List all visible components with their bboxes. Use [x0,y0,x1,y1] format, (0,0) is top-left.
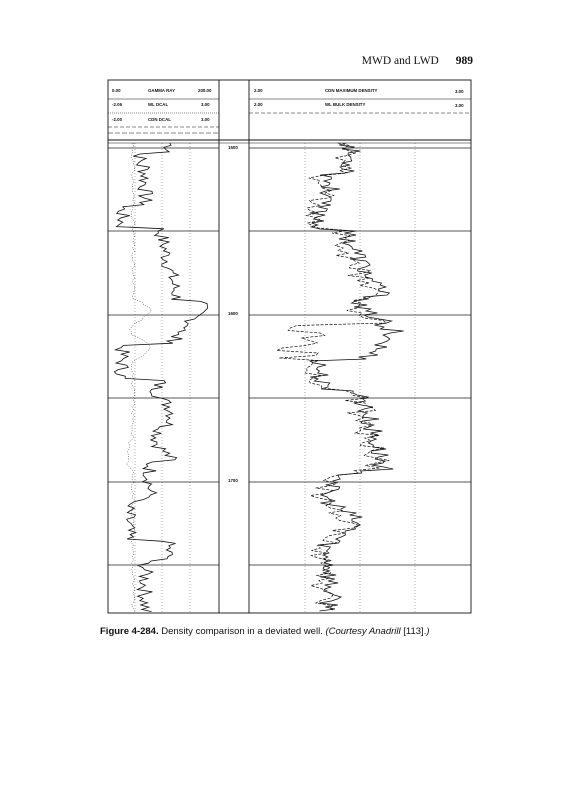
left-header-row-2-left: -2.00 [112,117,123,122]
left-header-row-0-name: GAMMA RAY [148,88,175,93]
right-header-row-0-left: 2.00 [254,88,263,93]
right-header-row-1-right: 3.00 [455,103,464,108]
left-header-row-2-name: CDN DCAL [148,117,171,122]
right-header-row-0-right: 3.00 [455,89,464,94]
caliper-curve [126,143,151,611]
caption-close: ) [426,626,430,637]
left-header-row-1-right: 3.00 [201,102,210,107]
right-header-row-1-left: 2.00 [254,102,263,107]
caption-credit: (Courtesy Anadrill [325,626,401,637]
gamma-ray-curve [114,143,207,612]
left-header-row-1-name: WL DCAL [148,102,169,107]
page-number: 989 [455,55,473,67]
depth-labels [228,145,238,483]
log-frame [108,80,471,613]
max-density-curve [277,143,390,611]
depth-label-1600: 1600 [228,311,238,316]
depth-label-1500: 1500 [228,145,238,150]
left-header-row-0-right: 200.00 [198,88,212,93]
left-header-row-2-right: 3.00 [201,117,210,122]
left-header-row-1-left: -2.06 [112,102,123,107]
right-track-header [249,88,471,113]
log-curves [114,143,403,612]
left-header-row-0-left: 0.00 [112,88,121,93]
running-title: MWD and LWD [361,55,439,67]
depth-label-1700: 1700 [228,478,238,483]
caption-ref: [113]. [400,626,427,637]
right-header-row-1-name: WL BULK DENSITY [325,102,366,107]
left-track-header [108,88,219,133]
log-grid [108,143,471,613]
figure-caption [100,626,480,637]
caption-text: Density comparison in a deviated well. [158,626,326,637]
caption-label: Figure 4-284. [100,626,159,637]
right-header-row-0-name: CDN MAXIMUM DENSITY [325,88,378,93]
